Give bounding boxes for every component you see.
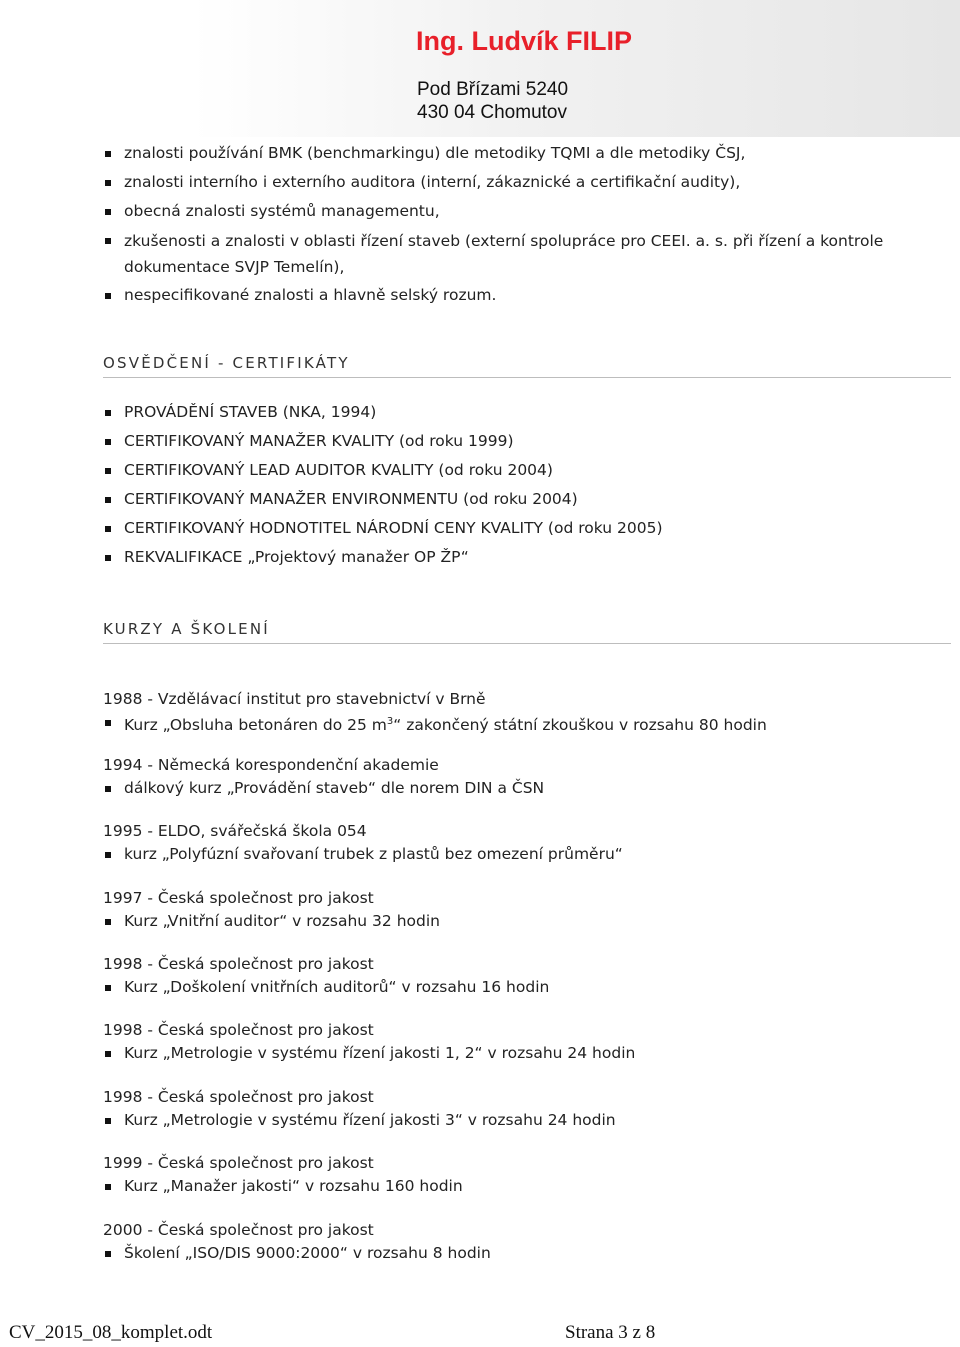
list-item: znalosti interního i externího auditora (interní, zákaznické a certifikační audity),: [103, 168, 904, 197]
course-title: 1988 - Vzdělávací institut pro stavebnictví v Brně: [103, 690, 486, 708]
courses-heading: KURZY A ŠKOLENÍ: [103, 620, 951, 644]
list-item: CERTIFIKOVANÝ HODNOTITEL NÁRODNÍ CENY KVALITY (od roku 2005): [103, 514, 663, 543]
list-item: zkušenosti a znalosti v oblasti řízení staveb (externí spolupráce pro CEEI. a. s. při řízení a kontrole dokumentace SVJP Temelín),: [103, 226, 904, 281]
certificates-section: [103, 398, 663, 572]
list-item: Kurz „Metrologie v systému řízení jakosti 3“ v rozsahu 24 hodin: [103, 1108, 616, 1132]
list-item: Školení „ISO/DIS 9000:2000“ v rozsahu 8 hodin: [103, 1241, 491, 1265]
list-item: Kurz „Doškolení vnitřních auditorů“ v rozsahu 16 hodin: [103, 975, 549, 999]
course-entry: [103, 1019, 635, 1065]
list-item: Kurz „Metrologie v systému řízení jakosti 1, 2“ v rozsahu 24 hodin: [103, 1041, 635, 1065]
list-item: CERTIFIKOVANÝ MANAŽER ENVIRONMENTU (od roku 2004): [103, 485, 663, 514]
list-item: obecná znalosti systémů managementu,: [103, 197, 904, 226]
list-item: znalosti používání BMK (benchmarkingu) dle metodiky TQMI a dle metodiky ČSJ,: [103, 139, 904, 168]
course-title: 1999 - Česká společnost pro jakost: [103, 1154, 374, 1172]
certificates-list: [103, 398, 663, 572]
footer-page-number: Strana 3 z 8: [565, 1322, 656, 1343]
address-street: Pod Břízami 5240: [417, 79, 569, 100]
list-item: Kurz „Obsluha betonáren do 25 $m^3“$ zakončený státní zkouškou v rozsahu 80 hodin: [103, 710, 767, 737]
person-name: Ing. Ludvík FILIP: [416, 26, 632, 56]
list-item: CERTIFIKOVANÝ MANAŽER KVALITY (od roku 1999): [103, 427, 663, 456]
course-entry: [103, 820, 623, 866]
list-item: Kurz „Vnitřní auditor“ v rozsahu 32 hodin: [103, 909, 440, 933]
course-entry: [103, 887, 440, 933]
course-entry: [103, 754, 544, 800]
course-title: 1998 - Česká společnost pro jakost: [103, 1088, 374, 1106]
skills-list: [103, 139, 904, 310]
course-title: 1997 - Česká společnost pro jakost: [103, 889, 374, 907]
footer-filename: CV_2015_08_komplet.odt: [9, 1322, 213, 1343]
course-entry: [103, 688, 767, 737]
list-item: nespecifikované znalosti a hlavně selský rozum.: [103, 281, 904, 310]
course-title: 1995 - ELDO, svářečská škola 054: [103, 822, 367, 840]
course-title: 1994 - Německá korespondenční akademie: [103, 756, 439, 774]
course-title: 1998 - Česká společnost pro jakost: [103, 955, 374, 973]
skills-section: [103, 139, 904, 310]
list-item: dálkový kurz „Provádění staveb“ dle norem DIN a ČSN: [103, 776, 544, 800]
address-city: 430 04 Chomutov: [417, 102, 567, 123]
list-item: PROVÁDĚNÍ STAVEB (NKA, 1994): [103, 398, 663, 427]
page-header: [0, 0, 960, 137]
course-entry: [103, 1152, 463, 1198]
certificates-heading: OSVĚDČENÍ - CERTIFIKÁTY: [103, 354, 951, 378]
list-item: CERTIFIKOVANÝ LEAD AUDITOR KVALITY (od roku 2004): [103, 456, 663, 485]
course-title: 1998 - Česká společnost pro jakost: [103, 1021, 374, 1039]
course-title: 2000 - Česká společnost pro jakost: [103, 1221, 374, 1239]
course-entry: [103, 1086, 616, 1132]
list-item: kurz „Polyfúzní svařovaní trubek z plastů bez omezení průměru“: [103, 842, 623, 866]
course-entry: [103, 953, 549, 999]
course-entry: [103, 1219, 491, 1265]
list-item: REKVALIFIKACE „Projektový manažer OP ŽP“: [103, 543, 663, 572]
list-item: Kurz „Manažer jakosti“ v rozsahu 160 hodin: [103, 1174, 463, 1198]
